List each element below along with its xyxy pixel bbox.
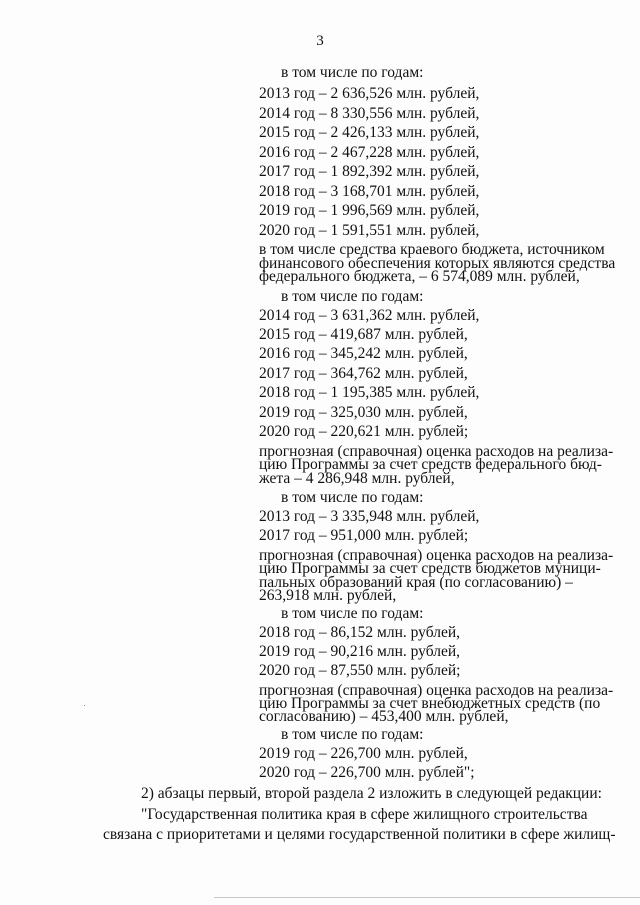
year-line: 2019 год – 1 996,569 млн. рублей, [259,202,480,219]
year-line: 2014 год – 3 631,362 млн. рублей, [259,307,480,324]
regional-budget-line-1: в том числе средства краевого бюджета, источником [259,241,605,258]
year-line: 2017 год – 1 892,392 млн. рублей, [259,163,480,180]
year-line: 2016 год – 2 467,228 млн. рублей, [259,144,480,161]
years-intro-5: в том числе по годам: [281,726,424,743]
years-intro-2: в том числе по годам: [281,288,424,305]
amendment-item-2: 2) абзацы первый, второй раздела 2 изложить в следующей редакции: [141,785,602,802]
extrabudgetary-forecast-line-2: цию Программы за счет внебюджетных средств (по [259,695,601,712]
year-line: 2015 год – 2 426,133 млн. рублей, [259,124,480,141]
year-line: 2020 год – 220,621 млн. рублей; [259,423,469,440]
year-line: 2015 год – 419,687 млн. рублей, [259,326,468,343]
year-line: 2020 год – 1 591,551 млн. рублей, [259,222,480,239]
year-line: 2013 год – 2 636,526 млн. рублей, [259,85,480,102]
page-number: 3 [316,33,324,49]
municipal-forecast-line-4: 263,918 млн. рублей, [259,587,397,604]
federal-forecast-line-2: цию Программы за счет средств федерального бюд- [259,456,602,473]
scan-edge-line [214,897,640,898]
years-intro-3: в том числе по годам: [281,489,424,506]
extrabudgetary-forecast-line-1: прогнозная (справочная) оценка расходов на реализа- [259,682,614,699]
years-intro-1: в том числе по годам: [281,64,424,81]
quoted-text-line-1: "Государственная политика края в сфере жилищного строительства [141,806,588,823]
year-line: 2018 год – 86,152 млн. рублей, [259,624,461,641]
year-line: 2017 год – 364,762 млн. рублей, [259,365,468,382]
year-line: 2014 год – 8 330,556 млн. рублей, [259,105,480,122]
extrabudgetary-forecast-line-3: согласованию) – 453,400 млн. рублей, [259,708,509,725]
year-line: 2019 год – 90,216 млн. рублей, [259,643,461,660]
municipal-forecast-line-2: цию Программы за счет средств бюджетов муници- [259,560,601,577]
year-line: 2016 год – 345,242 млн. рублей, [259,345,468,362]
federal-forecast-line-1: прогнозная (справочная) оценка расходов на реализа- [259,443,614,460]
year-line: 2017 год – 951,000 млн. рублей; [259,527,469,544]
scan-speck [84,705,85,706]
years-intro-4: в том числе по годам: [281,605,424,622]
regional-budget-line-3: федерального бюджета, – 6 574,089 млн. рублей, [259,268,580,285]
federal-forecast-line-3: жета – 4 286,948 млн. рублей, [259,470,455,487]
municipal-forecast-line-3: пальных образований края (по согласованию) – [259,574,573,591]
regional-budget-line-2: финансового обеспечения которых являются средства [259,255,616,272]
year-line: 2019 год – 325,030 млн. рублей, [259,404,468,421]
year-line: 2018 год – 1 195,385 млн. рублей, [259,384,480,401]
year-line: 2018 год – 3 168,701 млн. рублей, [259,183,480,200]
quoted-text-line-2: связана с приоритетами и целями государственной политики в сфере жилищ- [103,826,616,843]
year-line: 2020 год – 87,550 млн. рублей; [259,662,461,679]
year-line: 2020 год – 226,700 млн. рублей"; [259,764,475,781]
municipal-forecast-line-1: прогнозная (справочная) оценка расходов на реализа- [259,547,614,564]
year-line: 2019 год – 226,700 млн. рублей, [259,745,468,762]
year-line: 2013 год – 3 335,948 млн. рублей, [259,508,480,525]
